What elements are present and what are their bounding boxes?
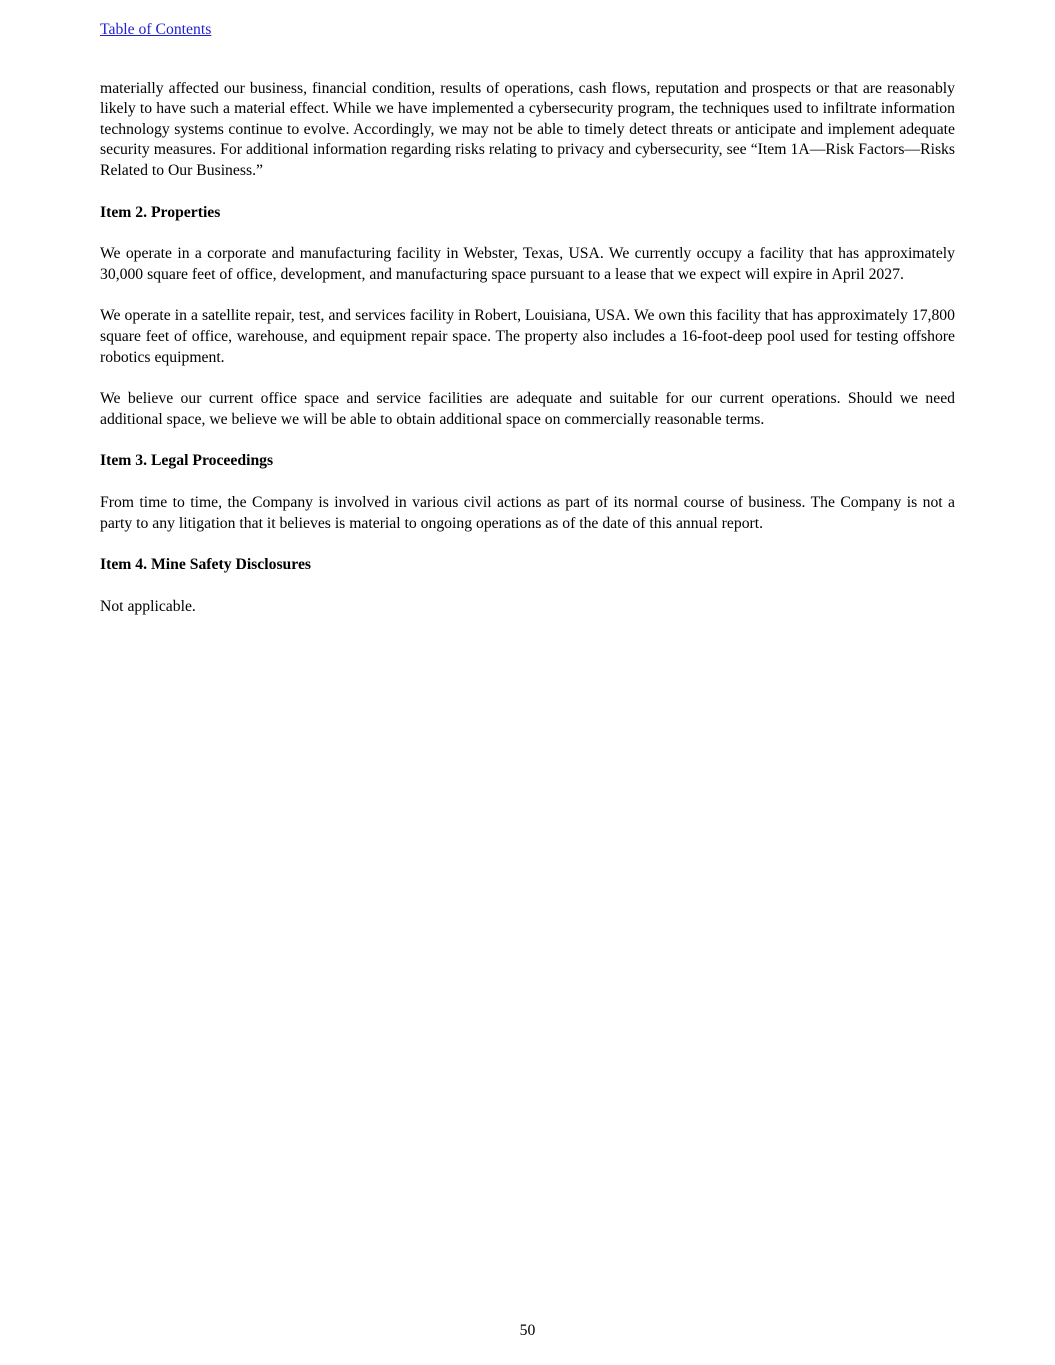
- heading-item-4-mine-safety: Item 4. Mine Safety Disclosures: [100, 556, 312, 574]
- page-number: 50: [519, 1322, 536, 1340]
- document-content: [0, 0, 1055, 617]
- paragraph-cybersecurity-continuation: materially affected our business, financial condition, results of operations, cash flows, reputation and prospects or that are reasonably likely to have such a material effect. While we have implemented a cybersecurity program, the techniques used to infiltrate information technology systems continue to evolve. Accordingly, we may not be able to timely detect threats or anticipate and implement adequate security measures. For additional information regarding risks relating to privacy and cybersecurity, see “Item 1A—Risk Factors—Risks Related to Our Business.”: [100, 79, 955, 179]
- document-header: [100, 20, 955, 41]
- paragraph-item2-webster-facility: We operate in a corporate and manufacturing facility in Webster, Texas, USA. We currently occupy a facility that has approximately 30,000 square feet of office, development, and manufacturing space pursuant to a lease that we expect will expire in April 2027.: [100, 245, 955, 283]
- heading-item-2-properties: Item 2. Properties: [100, 203, 221, 221]
- paragraph-item2-robert-facility: We operate in a satellite repair, test, and services facility in Robert, Louisiana, USA. We own this facility that has approximately 17,800 square feet of office, warehouse, and equipment repair space. The property also includes a 16-foot-deep pool used for testing offshore robotics equipment.: [100, 307, 955, 366]
- heading-item-3-legal-proceedings: Item 3. Legal Proceedings: [100, 452, 274, 470]
- table-of-contents-link[interactable]: Table of Contents: [100, 21, 212, 38]
- paragraph-item4-not-applicable: Not applicable.: [100, 597, 196, 615]
- paragraph-item3-litigation: From time to time, the Company is involved in various civil actions as part of its normal course of business. The Company is not a party to any litigation that it believes is material to ongoing operations as of the date of this annual report.: [100, 493, 955, 532]
- paragraph-item2-space-adequacy: We believe our current office space and service facilities are adequate and suitable for our current operations. Should we need additional space, we believe we will be able to obtain additional space on commercially reasonable terms.: [100, 390, 955, 428]
